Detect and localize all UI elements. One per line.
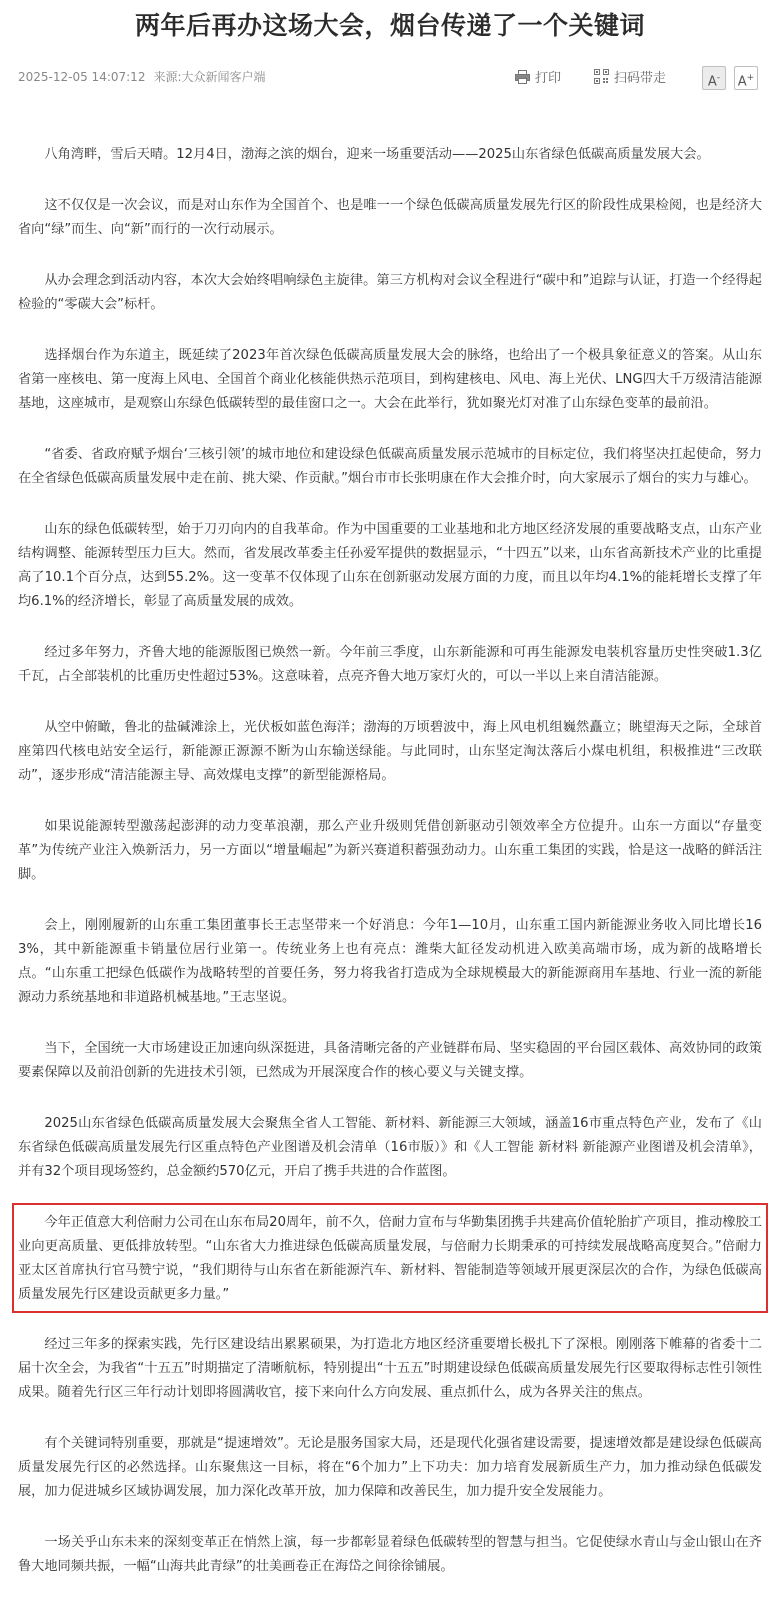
scan-label: 扫码带走 bbox=[614, 71, 667, 86]
paragraph: 会上，刚刚履新的山东重工集团董事长王志坚带来一个好消息：今年1—10月，山东重工国内新能源业务收入同比增长163%，其中新能源重卡销量位居行业第一。传统业务上也有亮点：潍柴大缸径发动机进入欧美高端市场，成为新的战略增长点。“山东重工把绿色低碳作为战略转型的首要任务，努力将我省打造成为全球规模最大的新能源商用车基地、行业一流的新能源动力系统基地和非道路机械基地。”王志坚说。 bbox=[18, 918, 762, 1005]
paragraph: 从空中俯瞰，鲁北的盐碱滩涂上，光伏板如蓝色海洋；渤海的万顷碧波中，海上风电机组巍然矗立；眺望海天之际，全球首座第四代核电站安全运行，新能源正源源不断为山东输送绿能。与此同时，山东坚定淘汰落后小煤电机组，积极推进“三改联动”，逐步形成“清洁能源主导、高效煤电支撑”的新型能源格局。 bbox=[18, 720, 762, 783]
paragraph: 选择烟台作为东道主，既延续了2023年首次绿色低碳高质量发展大会的脉络，也给出了一个极具象征意义的答案。从山东省第一座核电、第一度海上风电、全国首个商业化核能供热示范项目，到构建核电、风电、海上光伏、LNG四大千万级清洁能源基地，这座城市，是观察山东绿色低碳转型的最佳窗口之一。大会在此举行，犹如聚光灯对准了山东绿色变革的最前沿。 bbox=[18, 348, 762, 411]
highlighted-paragraph: 今年正值意大利倍耐力公司在山东布局20周年，前不久，倍耐力宣布与华勤集团携手共建高价值轮胎扩产项目，推动橡胶工业向更高质量、更低排放转型。“山东省大力推进绿色低碳高质量发展，与倍耐力长期秉承的可持续发展战略高度契合。”倍耐力亚太区首席执行官马赞宁说，“我们期待与山东省在新能源汽车、新材料、智能制造等领域开展更深层次的合作，为绿色低碳高质量发展先行区建设贡献更多力量。” bbox=[12, 1203, 768, 1313]
paragraph: 从办会理念到活动内容，本次大会始终唱响绿色主旋律。第三方机构对会议全程进行“碳中和”追踪与认证，打造一个经得起检验的“零碳大会”标杆。 bbox=[18, 273, 762, 312]
paragraph: 经过多年努力，齐鲁大地的能源版图已焕然一新。今年前三季度，山东新能源和可再生能源发电装机容量历史性突破1.3亿千瓦，占全部装机的比重历史性超过53%。这意味着，点亮齐鲁大地万家灯火的，可以一半以上来自清洁能源。 bbox=[18, 645, 762, 684]
font-decrease-button[interactable] bbox=[702, 66, 726, 90]
article-meta-bar bbox=[18, 64, 762, 92]
paragraph: 经过三年多的探索实践，先行区建设结出累累硕果，为打造北方地区经济重要增长极扎下了深根。刚刚落下帷幕的省委十二届十次全会，为我省“十五五”时期描定了清晰航标，特别提出“十五五”时期建设绿色低碳高质量发展先行区要取得标志性引领性成果。随着先行区三年行动计划即将圆满收官，接下来向什么方向发展、重点抓什么，成为各界关注的焦点。 bbox=[18, 1337, 762, 1400]
article-body bbox=[18, 143, 762, 1606]
font-increase-button[interactable] bbox=[734, 66, 758, 90]
font-increase-letter: A bbox=[737, 74, 747, 90]
print-label: 打印 bbox=[535, 71, 562, 86]
font-increase-sign: + bbox=[746, 73, 755, 83]
print-button[interactable] bbox=[515, 67, 561, 86]
printer-icon bbox=[515, 70, 530, 84]
article-title: 两年后再办这场大会，烟台传递了一个关键词 bbox=[134, 11, 645, 40]
paragraph: 八角湾畔，雪后天晴。12月4日，渤海之滨的烟台，迎来一场重要活动——2025山东省绿色低碳高质量发展大会。 bbox=[44, 147, 710, 162]
paragraph: 如果说能源转型激荡起澎湃的动力变革浪潮，那么产业升级则凭借创新驱动引领效率全方位提升。山东一方面以“存量变革”为传统产业注入焕新活力，另一方面以“增量崛起”为新兴赛道积蓄强劲动力。山东重工集团的实践，恰是这一战略的鲜活注脚。 bbox=[18, 819, 762, 882]
qr-code-icon bbox=[594, 69, 609, 84]
paragraph: 2025山东省绿色低碳高质量发展大会聚焦全省人工智能、新材料、新能源三大领域，涵盖16市重点特色产业，发布了《山东省绿色低碳高质量发展先行区重点特色产业图谱及机会清单（16市版）》和《人工智能 新材料 新能源产业图谱及机会清单》，并有32个项目现场签约，总金额约570亿元，开启了携手共进的合作蓝图。 bbox=[18, 1116, 762, 1179]
paragraph: 当下，全国统一大市场建设正加速向纵深挺进，具备清晰完备的产业链群布局、坚实稳固的平台园区载体、高效协同的政策要素保障以及前沿创新的先进技术引领，已然成为开展深度合作的核心要义与关键支撑。 bbox=[18, 1041, 762, 1080]
paragraph: 一场关乎山东未来的深刻变革正在悄然上演，每一步都彰显着绿色低碳转型的智慧与担当。它促使绿水青山与金山银山在齐鲁大地同频共振，一幅“山海共此青绿”的壮美画卷正在海岱之间徐徐铺展。 bbox=[18, 1535, 762, 1574]
paragraph: 山东的绿色低碳转型，始于刀刃向内的自我革命。作为中国重要的工业基地和北方地区经济发展的重要战略支点，山东产业结构调整、能源转型压力巨大。然而，省发展改革委主任孙爱军提供的数据显示，“十四五”以来，山东省高新技术产业的比重提高了10.1个百分点，达到55.2%。这一变革不仅体现了山东在创新驱动发展方面的力度，而且以年均4.1%的能耗增长支撑了年均6.1%的经济增长，彰显了高质量发展的成效。 bbox=[18, 522, 762, 609]
article-source: 来源:大众新闻客户端 bbox=[153, 70, 266, 84]
paragraph: 这不仅仅是一次会议，而是对山东作为全国首个、也是唯一一个绿色低碳高质量发展先行区的阶段性成果检阅，也是经济大省向“绿”而生、向“新”而行的一次行动展示。 bbox=[18, 198, 762, 237]
paragraph: 有个关键词特别重要，那就是“提速增效”。无论是服务国家大局，还是现代化强省建设需要，提速增效都是建设绿色低碳高质量发展先行区的必然选择。山东聚焦这一目标，将在“6个加力”上下功夫：加力培育发展新质生产力，加力推动绿色低碳发展，加力促进城乡区域协调发展，加力深化改革开放，加力保障和改善民生，加力提升安全发展能力。 bbox=[18, 1436, 762, 1499]
font-decrease-sign: - bbox=[716, 73, 721, 83]
scan-qr-button[interactable] bbox=[594, 67, 666, 86]
paragraph: “省委、省政府赋予烟台‘三核引领’的城市地位和建设绿色低碳高质量发展示范城市的目标定位，我们将坚决扛起使命，努力在全省绿色低碳高质量发展中走在前、挑大梁、作贡献。”烟台市市长张明康在作大会推介时，向大家展示了烟台的实力与雄心。 bbox=[18, 447, 762, 486]
font-decrease-letter: A bbox=[707, 74, 717, 90]
publish-datetime: 2025-12-05 14:07:12 bbox=[18, 70, 146, 84]
article-meta-info bbox=[18, 68, 266, 85]
